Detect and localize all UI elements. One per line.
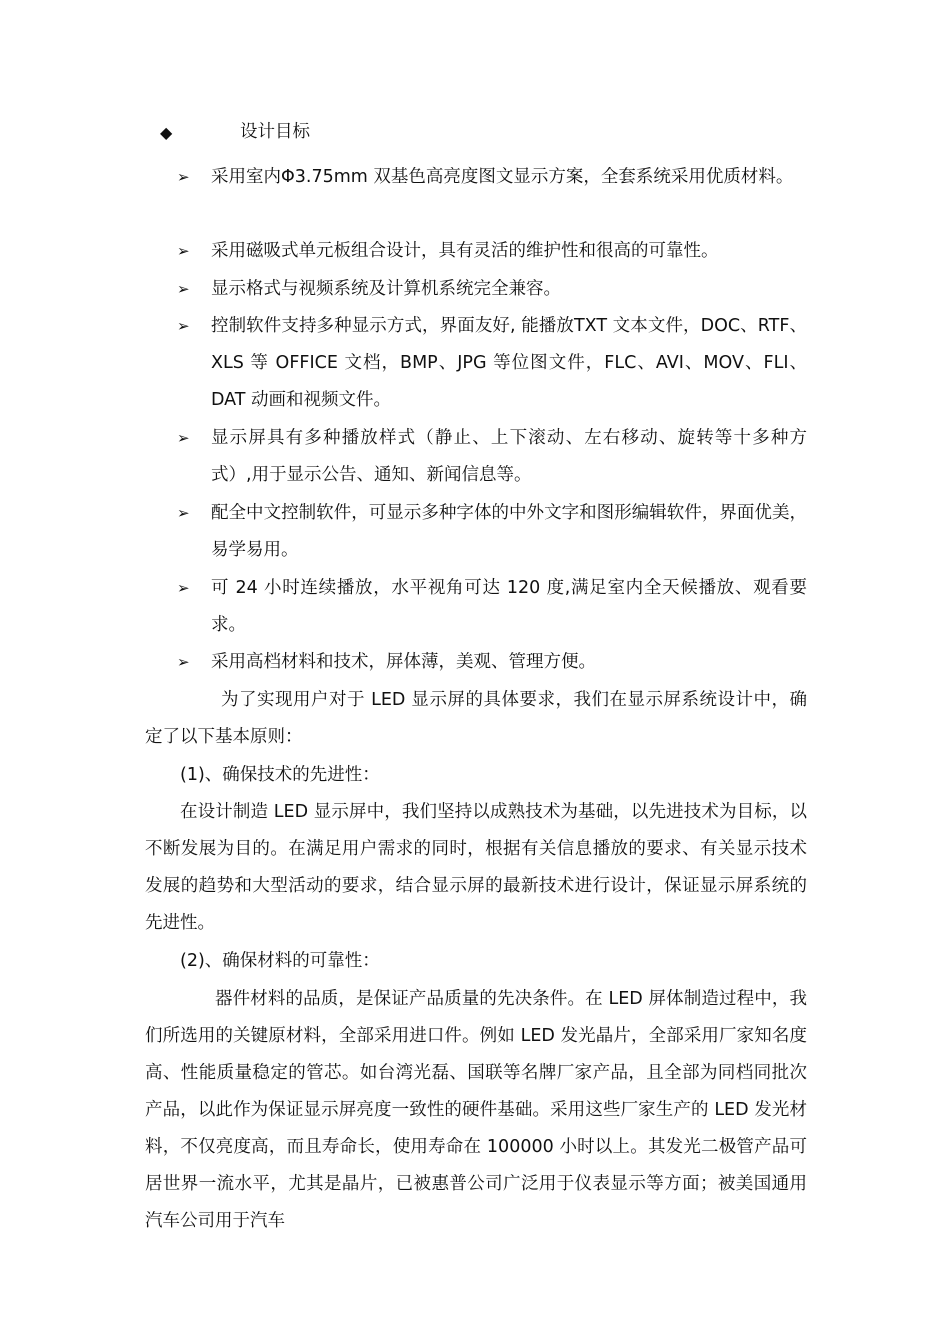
bullet-item: 采用室内Φ3.75mm 双基色高亮度图文显示方案，全套系统采用优质材料。 <box>211 167 794 187</box>
diamond-bullet-icon: ◆ <box>160 123 173 142</box>
arrow-bullet-icon: ➢ <box>177 429 190 447</box>
principle-body: 器件材料的品质，是保证产品质量的先决条件。在 LED 屏体制造过程中，我们所选用的关键原材料，全部采用进口件。例如 LED 发光晶片，全部采用厂家知名度高、性能质量稳定的管芯。如台湾光磊、国联等名牌厂家产品，且全部为同档同批次产品，以此作为保证显示屏亮度一致性的硬件基础。采用这些厂家生产的 LED 发光材料，不仅亮度高，而且寿命长，使用寿命在 100000 小时以上。其发光二极管产品可居世界一流水平，尤其是晶片，已被惠普公司广泛用于仪表显示等方面；被美国通用汽车公司用于汽车 <box>145 989 807 1231</box>
bullet-item: 显示格式与视频系统及计算机系统完全兼容。 <box>211 279 561 299</box>
principle-heading: (1)、确保技术的先进性： <box>180 765 380 785</box>
principle-body: 在设计制造 LED 显示屏中，我们坚持以成熟技术为基础，以先进技术为目标，以不断发展为目的。在满足用户需求的同时，根据有关信息播放的要求、有关显示技术发展的趋势和大型活动的要求，结合显示屏的最新技术进行设计，保证显示屏系统的先进性。 <box>145 802 807 933</box>
arrow-bullet-icon: ➢ <box>177 653 190 671</box>
arrow-bullet-icon: ➢ <box>177 242 190 260</box>
arrow-bullet-icon: ➢ <box>177 317 190 335</box>
arrow-bullet-icon: ➢ <box>177 168 190 186</box>
arrow-bullet-icon: ➢ <box>177 280 190 298</box>
bullet-item: 显示屏具有多种播放样式（静止、上下滚动、左右移动、旋转等十多种方式）,用于显示公告、通知、新闻信息等。 <box>211 428 807 485</box>
bullet-item: 可 24 小时连续播放，水平视角可达 120 度,满足室内全天候播放、观看要求。 <box>211 578 807 635</box>
arrow-bullet-icon: ➢ <box>177 504 190 522</box>
bullet-item: 控制软件支持多种显示方式，界面友好, 能播放TXT 文本文件，DOC、RTF、XLS 等 OFFICE 文档，BMP、JPG 等位图文件，FLC、AVI、MOV、FLI、DAT 动画和视频文件。 <box>211 316 807 410</box>
section-heading: 设计目标 <box>240 122 310 142</box>
principle-heading: (2)、确保材料的可靠性： <box>180 951 380 971</box>
bullet-item: 采用高档材料和技术，屏体薄，美观、管理方便。 <box>211 652 596 672</box>
bullet-item: 配全中文控制软件，可显示多种字体的中外文字和图形编辑软件，界面优美，易学易用。 <box>211 503 807 560</box>
arrow-bullet-icon: ➢ <box>177 579 190 597</box>
bullet-item: 采用磁吸式单元板组合设计，具有灵活的维护性和很高的可靠性。 <box>211 241 719 261</box>
intro-paragraph: 为了实现用户对于 LED 显示屏的具体要求，我们在显示屏系统设计中，确定了以下基本原则： <box>145 690 807 747</box>
